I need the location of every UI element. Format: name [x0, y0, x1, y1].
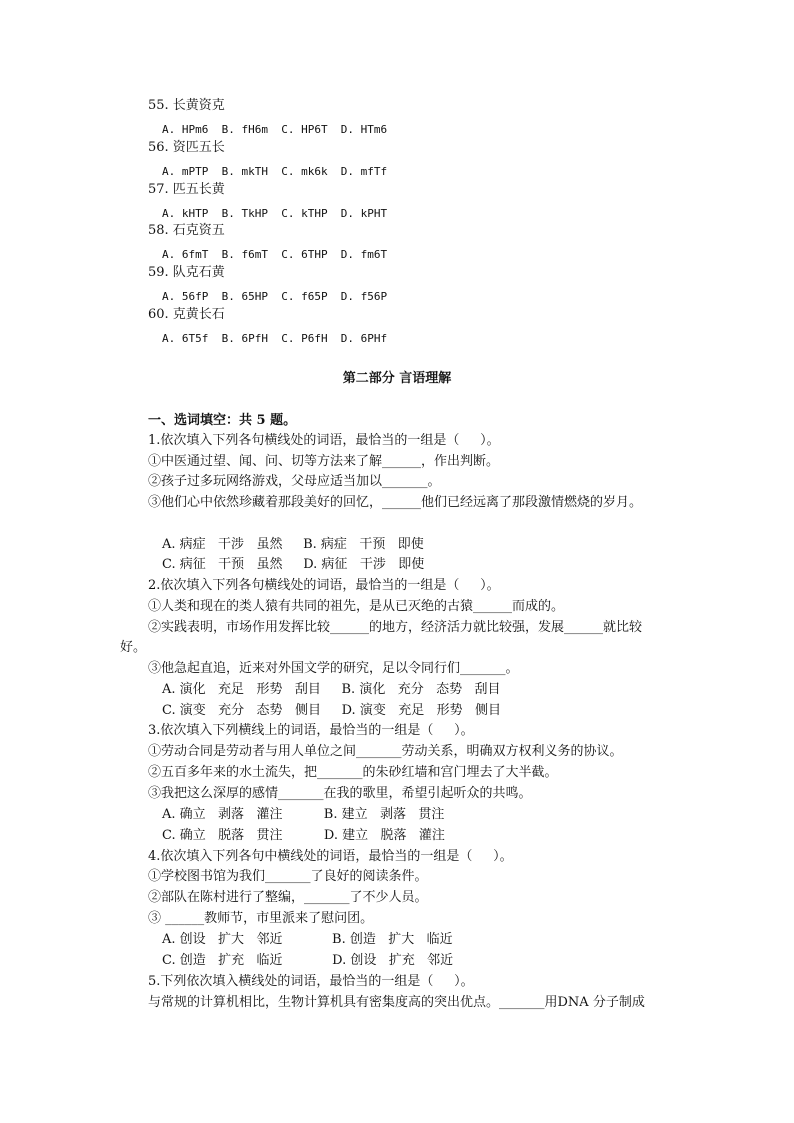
question-2-sentence-1: ①人类和现在的类人猿有共同的祖先，是从已灭绝的古猿______而成的。 [148, 599, 565, 614]
question-2-stem: 2.依次填入下列各句横线处的词语，最恰当的一组是（ ）。 [148, 578, 500, 593]
question-59: 59. 队克石黄 [148, 265, 225, 280]
question-1-options-cd: C. 病征 干预 虽然 D. 病征 干涉 即使 [162, 557, 425, 572]
options-57: A. kHTP B. TkHP C. kTHP D. kPHT [162, 207, 388, 220]
question-4-options-ab: A. 创设 扩大 邻近 B. 创造 扩大 临近 [162, 932, 453, 947]
options-60: A. 6T5f B. 6PfH C. P6fH D. 6PHf [162, 332, 388, 345]
question-58: 58. 石克资五 [148, 223, 225, 238]
options-59: A. 56fP B. 65HP C. f65P D. f56P [162, 290, 388, 303]
question-1-sentence-1: ①中医通过望、闻、问、切等方法来了解______，作出判断。 [148, 454, 500, 469]
options-55: A. HPm6 B. fH6m C. HP6T D. HTm6 [162, 123, 388, 136]
question-2-options-ab: A. 演化 充足 形势 刮目 B. 演化 充分 态势 刮目 [162, 682, 501, 697]
options-56: A. mPTP B. mkTH C. mk6k D. mfTf [162, 165, 388, 178]
question-4-stem: 4.依次填入下列各句中横线处的词语，最恰当的一组是（ ）。 [148, 849, 513, 864]
question-4-options-cd: C. 创造 扩充 临近 D. 创设 扩充 邻近 [162, 953, 454, 968]
question-3-options-ab: A. 确立 剥落 灌注 B. 建立 剥落 贯注 [162, 807, 445, 822]
section-title: 第二部分 言语理解 [342, 371, 452, 386]
question-5-stem: 5.下列依次填入横线处的词语，最恰当的一组是（ ）。 [148, 974, 474, 989]
question-55: 55. 长黄资克 [148, 98, 225, 113]
question-1-options-ab: A. 病症 干涉 虽然 B. 病症 干预 即使 [162, 537, 424, 552]
question-2-sentence-2: ②实践表明，市场作用发挥比较______的地方，经济活力就比较强，发展______就比较 [148, 620, 643, 635]
question-3-sentence-3: ③我把这么深厚的感情_______在我的歌里，希望引起听众的共鸣。 [148, 786, 532, 801]
question-3-options-cd: C. 确立 脱落 贯注 D. 建立 脱落 灌注 [162, 828, 445, 843]
question-4-sentence-2: ②部队在陈村进行了整编，_______了不少人员。 [148, 890, 428, 905]
question-3-sentence-1: ①劳动合同是劳动者与用人单位之间_______劳动关系，明确双方权利义务的协议。 [148, 744, 623, 759]
question-56: 56. 资匹五长 [148, 140, 225, 155]
question-1-sentence-2: ②孩子过多玩网络游戏，父母应适当加以_______。 [148, 474, 441, 489]
subsection-title: 一、选词填空：共 5 题。 [148, 413, 297, 428]
question-1-sentence-3: ③他们心中依然珍藏着那段美好的回忆，______他们已经远离了那段激情燃烧的岁月。 [148, 495, 643, 510]
question-3-stem: 3.依次填入下列横线上的词语，最恰当的一组是（ ）。 [148, 723, 474, 738]
question-3-sentence-2: ②五百多年来的水土流失，把_______的朱砂红墙和宫门埋去了大半截。 [148, 765, 558, 780]
question-1-stem: 1.依次填入下列各句横线处的词语，最恰当的一组是（ ）。 [148, 433, 500, 448]
question-2-sentence-2-wrap: 好。 [120, 640, 147, 655]
question-2-options-cd: C. 演变 充分 态势 侧目 D. 演变 充足 形势 侧目 [162, 703, 502, 718]
question-4-sentence-1: ①学校图书馆为我们_______了良好的阅读条件。 [148, 869, 428, 884]
question-5-passage: 与常规的计算机相比，生物计算机具有密集度高的突出优点。_______用DNA 分子制成 [148, 995, 645, 1010]
question-57: 57. 匹五长黄 [148, 182, 225, 197]
options-58: A. 6fmT B. f6mT C. 6THP D. fm6T [162, 248, 388, 261]
question-4-sentence-3: ③ ______教师节，市里派来了慰问团。 [148, 911, 374, 926]
question-60: 60. 克黄长石 [148, 307, 225, 322]
question-2-sentence-3: ③他急起直追，近来对外国文学的研究，足以令同行们_______。 [148, 661, 519, 676]
